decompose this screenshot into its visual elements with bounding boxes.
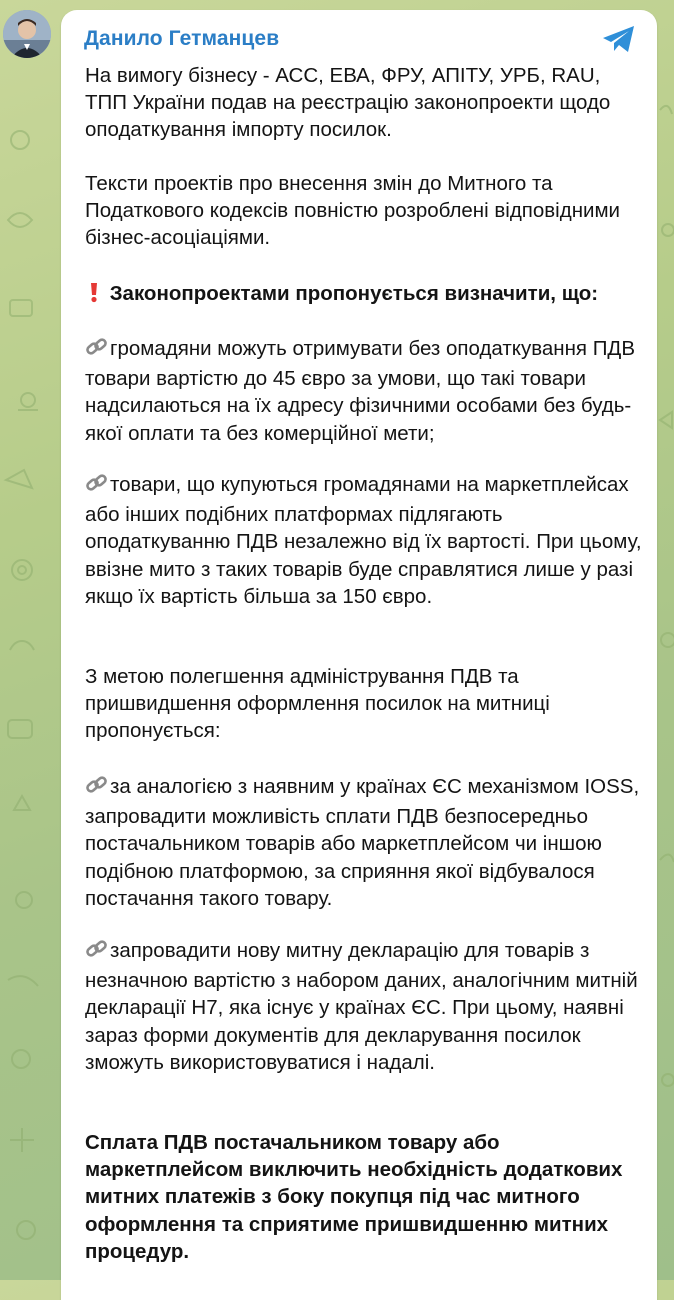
link-icon	[85, 336, 109, 365]
telegram-plane-icon[interactable]	[601, 24, 637, 54]
post-paragraph-admin: З метою полегшення адміністрування ПДВ та пришвидшення оформлення посилок на митниці пропонується:	[85, 665, 550, 743]
post-item-ioss	[85, 773, 645, 912]
post-paragraph-drafts: Тексти проектів про внесення змін до Митного та Податкового кодексів повністю розроблені відповідними бізнес-асоціаціями.	[85, 172, 621, 250]
link-icon	[85, 774, 109, 803]
post-item-citizens	[85, 335, 645, 447]
author-name[interactable]: Данило Гетманцев	[84, 27, 280, 50]
link-icon	[85, 938, 109, 967]
link-icon	[85, 472, 109, 501]
post-item-declaration	[85, 937, 645, 1076]
declaration-item-text: запровадити нову митну декларацію для товарів з незначною вартістю з набором даних, аналогічним митній декларації Н7, яка існує у країнах ЄС. При цьому, наявні зараз форми документів для декларування посилок зможуть використовуватися і надалі.	[85, 939, 638, 1074]
post-heading-proposals	[85, 280, 645, 310]
marketplaces-item-text: товари, що купуються громадянами на маркетплейсах або інших подібних платформах підлягають оподаткуванню ПДВ незалежно від їх вартості. При цьому, ввізне мито з таких товарів буде справлятися лише у разі якщо їх вартість більша за 150 євро.	[85, 473, 642, 608]
ioss-item-text: за аналогією з наявним у країнах ЄС механізмом IOSS, запровадити можливість сплати ПДВ безпосередньо постачальником товарів або маркетплейсом чи іншою подібною платформою, за сприяння якої відбувалося постачання такого товару.	[85, 775, 640, 910]
author-avatar[interactable]	[3, 10, 51, 58]
post-paragraph-conclusion: Сплата ПДВ постачальником товару або маркетплейсом виключить необхідність додаткових митних платежів з боку покупця під час митного оформлення та сприятиме пришвидшенню митних процедур.	[85, 1131, 623, 1263]
exclamation-icon	[85, 281, 103, 310]
post-paragraph-intro: На вимогу бізнесу - АСС, ЕВА, ФРУ, АПІТУ, УРБ, RAU, ТПП України подав на реєстрацію законопроекти щодо оподаткування імпорту посилок.	[85, 64, 611, 142]
proposals-heading-text: Законопроектами пропонується визначити, що:	[109, 282, 599, 305]
citizens-item-text: громадяни можуть отримувати без оподаткування ПДВ товари вартістю до 45 євро за умови, що такі товари надсилаються на їх адресу фізичними особами без будь-якої оплати та без комерційної мети;	[85, 337, 635, 445]
post-item-marketplaces	[85, 471, 645, 610]
